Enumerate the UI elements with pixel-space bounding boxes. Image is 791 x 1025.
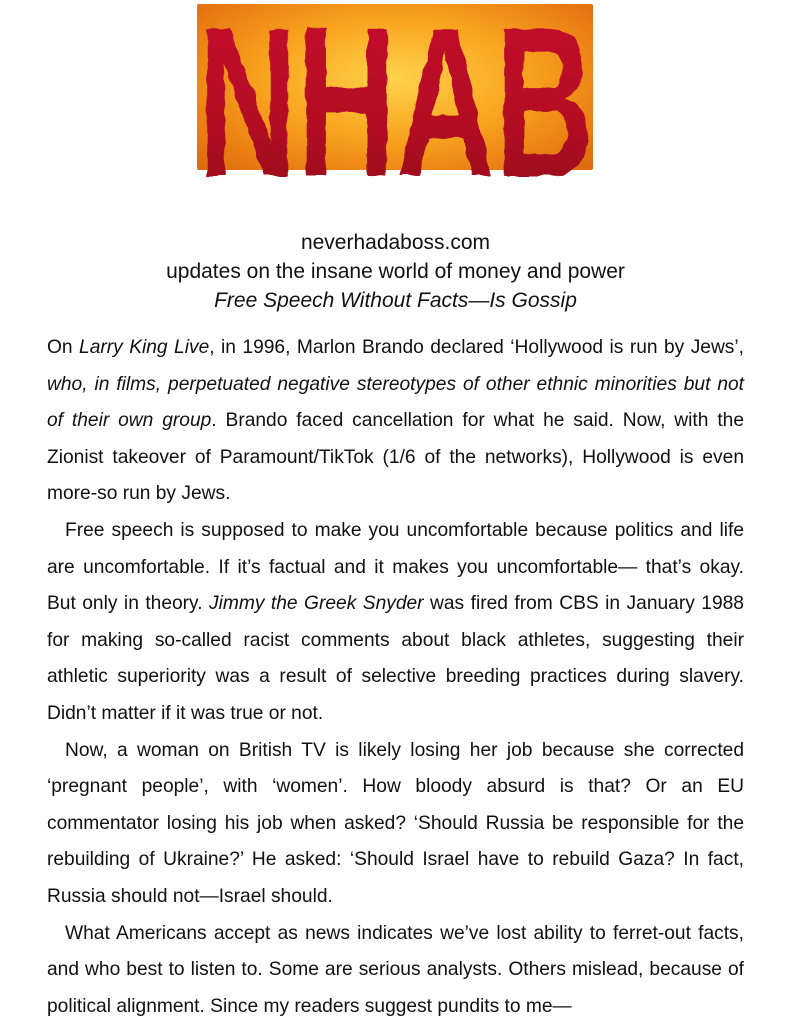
text-run: On	[47, 337, 79, 358]
text-run: Free speech is supposed to make you uncomfortable because politics and life are uncomfortable. If it’s factual and it makes you uncomfortable— that’s okay. But only in theory.	[47, 520, 744, 614]
text-run-italic: Jimmy the Greek Snyder	[209, 593, 424, 614]
site-subtitle: updates on the insane world of money and power	[0, 257, 791, 286]
text-run-italic: Larry King Live	[79, 337, 209, 358]
svg-text:NHAB: NHAB	[198, 0, 594, 222]
text-run: , in 1996, Marlon Brando declared ‘Hollywood is run by Jews’,	[209, 337, 744, 358]
site-url: neverhadaboss.com	[0, 228, 791, 257]
text-run: . Brando faced cancellation for what he said. Now, with the Zionist takeover of Paramount/TikTok (1/6 of the networks), Hollywood is even more-so run by Jews.	[47, 410, 744, 504]
text-run: Now, a woman on British TV is likely losing her job because she corrected ‘pregnant people’, with ‘women’. How bloody absurd is that? Or an EU commentator losing his job when asked? ‘Should Russia be responsible for the rebuilding of Ukraine?’ He asked: ‘Should Israel have to rebuild Gaza? In fact, Russia should not—Israel should.	[47, 740, 744, 907]
logo-lettering	[193, 0, 599, 190]
masthead	[0, 228, 791, 315]
article-title: Free Speech Without Facts—Is Gossip	[0, 286, 791, 315]
paragraph-2	[47, 513, 744, 733]
site-logo	[193, 0, 599, 190]
article-body	[47, 330, 744, 1025]
text-run: What Americans accept as news indicates we’ve lost ability to ferret-out facts, and who best to listen to. Some are serious analysts. Others mislead, because of political alignment. Since my readers suggest pundits to me—	[47, 923, 744, 1017]
text-run-italic: who, in films, perpetuated negative stereotypes of other ethnic minorities but not of their own group	[47, 374, 744, 432]
paragraph-3	[47, 733, 744, 916]
paragraph-4	[47, 916, 744, 1025]
paragraph-1	[47, 330, 744, 513]
text-run: was fired from CBS in January 1988 for making so-called racist comments about black athletes, suggesting their athletic superiority was a result of selective breeding practices during slavery. Didn’t matter if it was true or not.	[47, 593, 744, 724]
